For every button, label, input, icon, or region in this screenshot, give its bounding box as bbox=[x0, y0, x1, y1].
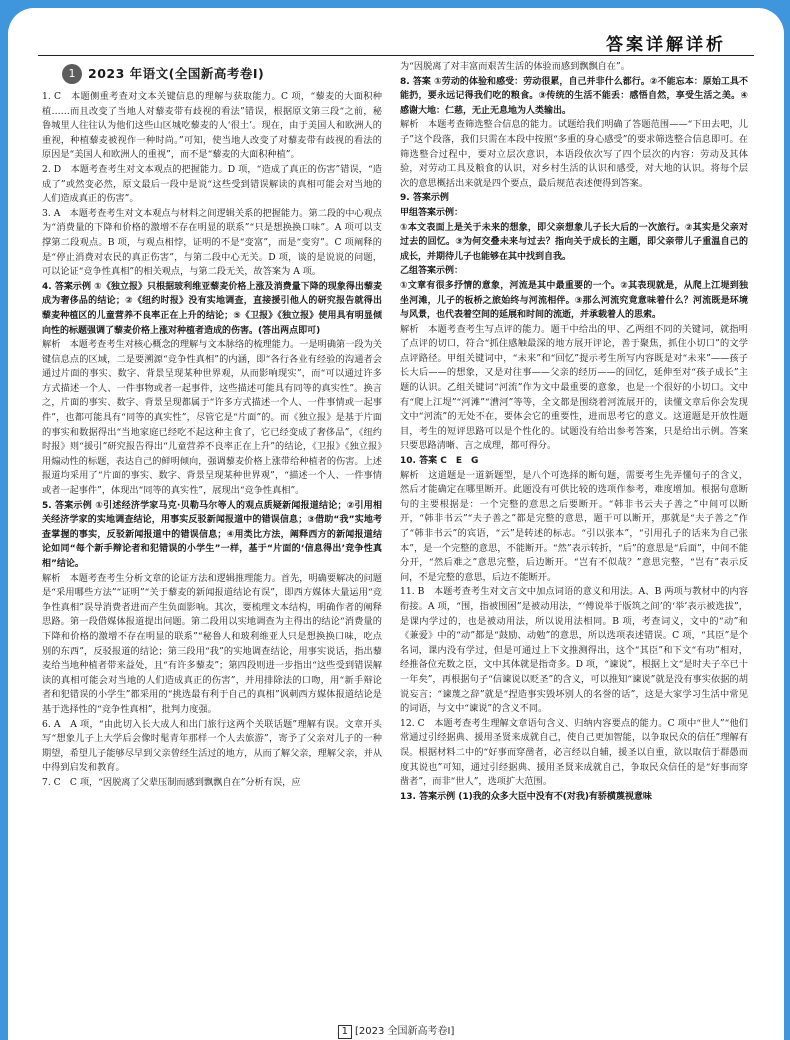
answer-paragraph: 为“因脱离了对丰富而艰苦生活的体验而感到飘飘自在”。 bbox=[400, 61, 630, 72]
footer-label: [2023 全国新高考卷Ⅰ] bbox=[354, 1026, 455, 1037]
left-answers bbox=[42, 90, 382, 791]
answer-paragraph: 13. 答案示例 (1)我的众多大臣中没有不(对我)有骄横蔑视意味 bbox=[400, 791, 652, 802]
answer-paragraph: 12. C 本题考查考生理解文章语句含义、归纳内容要点的能力。C 项中“世人”“他们常通过引经据典、援用圣贤来成就自己，使自己更加智能，以争取民众的信任”理解有误。根据材料二中的“好事而穿凿者，必言经以自辅，援圣以自重，欲以取信于群愚而度其说也”可知，通过引经据典、援用圣贤来成就自己，争取民众信任的是“好事而穿凿者”，而非“世人”，选项扩大范围。 bbox=[400, 717, 748, 788]
section-title: 2023 年语文(全国新高考卷Ⅰ) bbox=[88, 65, 265, 81]
answer-paragraph: 乙组答案示例： bbox=[400, 266, 464, 277]
answer-paragraph: ①本文表面上是关于未来的想象，即父亲想象儿子长大后的一次旅行。②其实是父亲对过去的回忆。③为何交叠未来与过去？指向关于成长的主题，即父亲带儿子重温自己的成长，并期待儿子也能够在其中找到自我。 bbox=[400, 222, 748, 262]
answer-paragraph: 5. 答案示例 ①引述经济学家马克·贝勒马尔等人的观点质疑新闻报道结论；②引用相关经济学家的实地调查结论，用事实反驳新闻报道中的错误信息；③借助“我”实地考查掌握的事实，反驳新闻报道中的错误信息；④用类比方法，阐释西方的新闻报道结论如同“每个新手辩论者和犯错误的小学生”一样，基于“片面的‘信息得出’竞争性真相”结论。 bbox=[42, 500, 382, 569]
answer-paragraph: 10. 答案 C E G bbox=[400, 456, 479, 467]
answer-page bbox=[8, 8, 784, 1040]
answer-paragraph: 解析 本题考查筛选整合信息的能力。试题给我们明确了答题范围——“下田去吧，儿子”这个段落，我们只需在本段中按照“多重的身心感受”的要求筛选整合信息即可。在筛选整合过程中，要对立层次意识，本语段依次写了四个层次的内容：劳动及其体验，对劳动工具及粮食的认识，对乡村生活的认识和感受，对大地的认识。将每个层次的意思概括出来就是四个要点，最后规范表述便得到答案。 bbox=[400, 119, 748, 189]
answer-paragraph: 9. 答案示例 bbox=[400, 193, 449, 204]
answer-paragraph: 8. 答案 ①劳动的体验和感受：劳动很累，自己并非什么都行。②不能忘本：原始工具不能扔，要永远记得我们吃的粮食。③传统的生活不能丢：感悟自然，享受生活之美。④感谢大地：仁慈，无止无息地为人类输出。 bbox=[400, 76, 748, 116]
answer-paragraph: 3. A 本题考查考生对文本观点与材料之间逻辑关系的把握能力。第二段的中心观点为“消费量的下降和价格的激增不存在明显的联系”“只是想换换口味”。A 项可以支撑第二段观点。B 项，与观点相悖，证明的不是“变富”，而是“变穷”。C 项阐释的是“停止消费对农民的真正伤害”，与第二段中心无关。D 项，谈的是说说的问题，可以论证“竞争性真相”的相关观点，与第二段无关，故答案为 A 项。 bbox=[42, 207, 382, 278]
answer-paragraph: 11. B 本题考查考生对文言文中加点词语的意义和用法。A、B 两项与教材中的内容衔接。A 项，“围，指被围困”是被动用法，“‘傅说举于版筑之间’的‘举’表示被选拔”，是课内学过的，也是被动用法，所以说用法相同。B 项，考查词义，文中的“动”和《兼爱》中的“动”都是“鼓励、动勉”的意思，所以选项表述错误。C 项，“其臣”是个名词，课内没有学过，但是可通过上下文推测得出，这个“其臣”和下文“有功”相对，经推备位充数之臣，文中其体就是指奇多。D 项，“谏说”，根据上文“是时夫子卒已十一年矣”，再根据句子“信谏说以贬圣”的含义，可以推知“谏说”就是没有事实依据的胡说妄言；“谏蔑之辞”就是“捏造事实毁坏别人的名誉的话”，这是大家学习生活中常见的词语，与文中“谏说”的含义不同。 bbox=[400, 586, 748, 715]
answer-paragraph: ①文章有很多抒情的意象，河流是其中最重要的一个。②其表现就是，从爬上江堤到独坐河滩，儿子的板桥之旅始终与河流相伴。③那么河流究竟意味着什么？河流既是环境与风景，也代表着空间的延展和时间的流逝，并承载着人的思索。 bbox=[400, 280, 748, 321]
answer-paragraph: 4. 答案示例 ①《独立报》只根据玻利维亚藜麦价格上涨及消费量下降的现象得出藜麦成为奢侈品的结论；②《纽约时报》没有实地调查，直接援引他人的研究报告就得出藜麦种植区的儿童营养不良率正在上升的结论；⑤《卫报》《独立报》使用具有明显倾向性的标题强调了藜麦价格上涨对种植者造成的伤害。(答出两点即可) bbox=[42, 281, 382, 336]
book-icon: 1 bbox=[62, 64, 82, 84]
left-column bbox=[42, 60, 382, 791]
right-answers bbox=[400, 60, 748, 804]
answer-paragraph: 1. C 本题侧重考查对文本关键信息的理解与获取能力。C 项，“藜麦的大面积种植……而且改变了当地人对藜麦带有歧视的看法”错误，根据原文第三段“之前，秘鲁城里人往往认为他们这些山区城吃藜麦的人‘很土’。现在，由于美国人和欧洲人的重视，种植藜麦被视作一种时尚。”可知，使当地人改变了对藜麦带有歧视的看法的原因是“美国人和欧洲人的重视”，而不是“藜麦的大面积种植”。 bbox=[42, 91, 382, 161]
right-column bbox=[400, 60, 748, 804]
answer-paragraph: 解析 本题考查考生对核心概念的理解与文本脉络的梳理能力。一是明确第一段为关键信息点的区域，二是要溯源“竞争性真相”的内涵，即“各行各业有经验的沟通者会通过片面的事实、数字、背景呈现某种世界观，从而影响现实”，而“可以通过许多方式描述一个人、一件事物或者一起事件，这些描述可能具有同等的真实性”。换言之，片面的事实、数字、背景呈现都属于“许多方式描述一个人、一件事情或一起事件”，也都可能具有“同等的真实性”，尽管它是“片面”的。而《独立报》是基于片面的事实和数据得出“当地家庭已经吃不起这种主食了，它已经变成了奢侈品”，《纽约时报》则“援引”研究报告得出“儿童营养不良率正在上升”的结论，《卫报》《独立报》用煽动性的标题，表达自己的鲜明倾向，强调藜麦价格上涨带给种植者的伤害。上述报道均采用了“片面的事实、数字、背景呈现某种世界观”，“描述一个人、一件事情或者一起事件”，体现出“同等的真实性”，展现出“竞争性真相”。 bbox=[42, 339, 382, 497]
header-title: 答案详解详析 bbox=[606, 35, 726, 55]
page-number: 1 bbox=[338, 1025, 352, 1039]
page-footer bbox=[8, 1022, 784, 1039]
section-heading bbox=[62, 64, 382, 84]
answer-paragraph: 解析 本题考查考生写点评的能力。题干中给出的甲、乙两组不同的关键词，就指明了点评的切口，符合“抓住感触最深的地方展开评论，善于聚焦，抓住小切口”的文学点评路径。甲组关键词中，“未来”和“回忆”提示考生所写内容既是对“未来”——孩子长大后——的想象，又是对往事——父亲的经历——的回忆，延伸至对“孩子成长”主题的认识。乙组关键词“河流”作为文中最重要的意象，也是一个很好的小切口。文中有“爬上江堤”“河滩”“漕河”等等，全文都是围绕着河流展开的，读懂文章后你会发现文中“河流”的无处不在，要体会它的重要性，进而思考它的意义。这道题是开放性题目，考生的短评思路可以是个性化的。试题没有给出参考答案，只是给出示例。答案只要思路清晰、言之成理，都可得分。 bbox=[400, 323, 748, 452]
answer-paragraph: 7. C C 项，“因脱离了父辈压制而感到飘飘自在”分析有误，应 bbox=[42, 776, 301, 788]
answer-paragraph: 解析 本题考查考生分析文章的论证方法和逻辑推理能力。首先，明确要解决的问题是“采用哪些方法”“证明”“关于藜麦的新闻报道结论有误”，即西方媒体大量运用“竞争性真相”误导消费者进而产生负面影响。其次，要梳理文本结构，明确作者的阐释思路。第一段借媒体报道提出问题。第二段用以实地调查为主得出的结论“消费量的下降和价格的激增不存在明显的联系”“秘鲁人和玻利维亚人只是想换换口味，吃点别的东西”，反驳报道的结论；第三段用“我”的实地调查结论，用事实说话，指出藜麦给当地种植者带来益处，且“有许多藜麦”；第四段则进一步指出“这些受到错误解读的真相可能会对当地的人们造成真正的伤害”，并用排除法的口吻，用“新手辩论者和犯错误的小学生”都采用的“挑选最有利于自己的真相”讽刺西方媒体报道结论是基于选择性的“竞争性真相”，批判力度强。 bbox=[42, 572, 382, 715]
answer-paragraph: 解析 这道题是一道新题型，是八个可选择的断句题，需要考生先弄懂句子的含义，然后才能确定在哪里断开。此题没有可供比较的选项作参考，难度增加。根据句意断句的主要根据是：一个完整的意思之后要断开。“韩非书云夫子善之”中间可以断开，“韩非书云”“夫子善之”都是完整的意思，题干可以断开，那就是“夫子善之”作了“韩非书云”的宾语，“云”是转述的标志。“引以张本”，“引用孔子的话来为自己张本”，是一个完整的意思，不能断开。“然”表示转折，“后”的意思是“后面”，中间不能分开，“然后难之”意思完整，后边断开。“岂有不似哉？”意思完整，“岂有”表示反问，不是完整的意思，后边不能断开。 bbox=[400, 469, 748, 583]
answer-paragraph: 2. D 本题考查考生对文本观点的把握能力。D 项，“造成了真正的伤害”错误，“造成了”或然变必然，原文最后一段中是说“这些受到错误解读的真相可能会对当地的人们造成真正的伤害”。 bbox=[42, 163, 382, 205]
answer-paragraph: 6. A A 项，“由此切入长大成人和出门旅行这两个关联话题”理解有误。文章开头写“想象儿子上大学后会像时髦青年那样一个人去旅游”，寄予了父亲对儿子的一种期望，希望儿子能够尽早到父亲曾经生活过的地方，从而了解父亲，理解父亲，并从中得到启发和教育。 bbox=[42, 718, 382, 774]
header-divider bbox=[38, 55, 754, 56]
answer-paragraph: 甲组答案示例： bbox=[400, 207, 464, 218]
